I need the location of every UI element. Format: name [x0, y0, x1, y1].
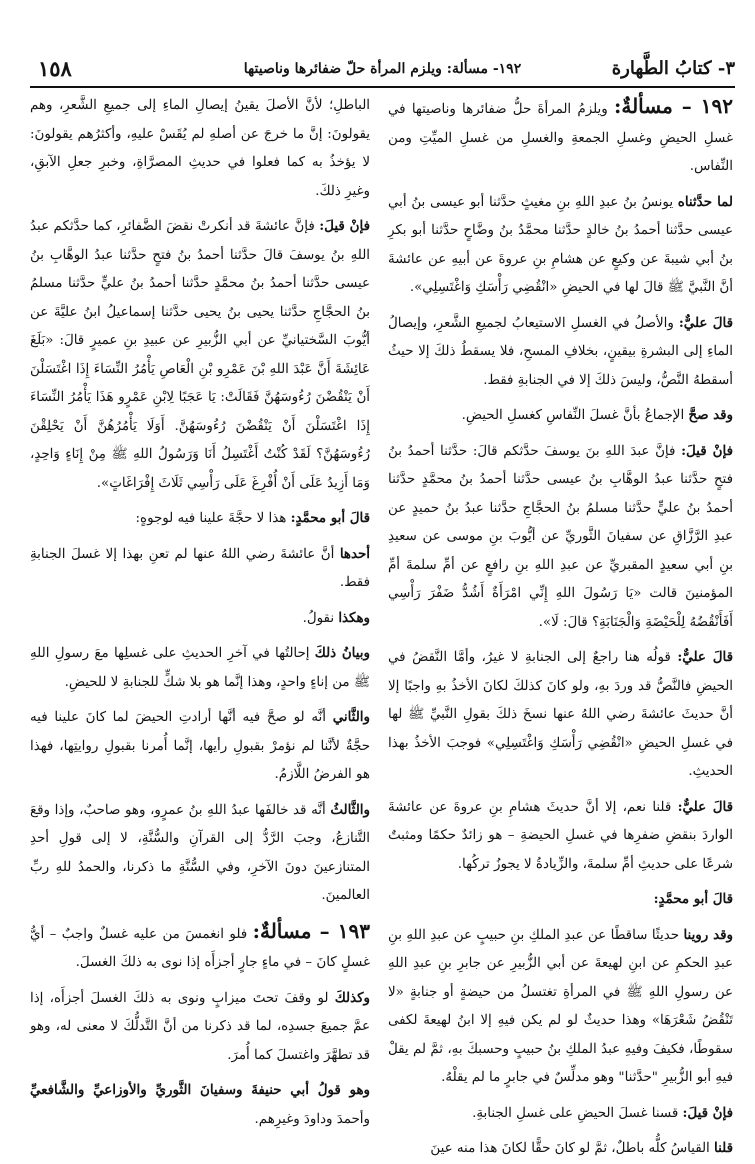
paragraph-lead: ١٩٣ – مسألةٌ: — [252, 918, 370, 943]
paragraph-lead: وبيانُ ذلكَ — [314, 645, 370, 661]
paragraph-lead: والثَّالثُ — [330, 801, 370, 818]
paragraph — [388, 92, 733, 182]
paragraph-lead: قالَ عليٌّ: — [677, 798, 733, 815]
paragraph — [30, 92, 370, 206]
paragraph-lead: قالَ أبو محمَّدٍ: — [290, 510, 370, 526]
paragraph-text: أنَّ عائشةَ رضي اللهُ عنها لم تعنِ بهذا إلا غسلَ الجنابةِ فقط. — [30, 546, 370, 590]
paragraph-text: فإنَّ عبدَ اللهِ بنَ يوسفَ حدَّثكم قالَ: حدَّثنا أحمدُ بنُ فتحٍ حدَّثنا عبدُ الوهَّابِ بنُ عيسى حدَّثنا أحمدُ بنُ محمَّدٍ حدَّثنا أحمدُ بنُ عليٍّ حدَّثنا مسلمُ بنُ الحجَّاجِ حدَّثنا عبدُ بنُ حميدٍ عن عبدِ الرَّزَّاقِ عن سفيانَ الثَّوريِّ عن أيُّوبَ بنِ موسى عن سعيدِ بنِ أبي سعيدٍ المقبريِّ عن عبدِ اللهِ بنِ رافعٍ عن أمِّ سلمةَ أمِّ المؤمنينَ قالت «يَا رَسُولَ اللهِ إِنِّي امْرَأَةٌ أَشُدُّ ضَفْرَ رَأْسِي أَفَأَنْقُضُهُ لِلْحَيْضَةِ وَالْجَنَابَةِ؟ قالَ: لَا». — [388, 443, 733, 630]
running-header — [30, 52, 735, 88]
paragraph-text: ويلزمُ المرأةَ حلُّ ضفائرها وناصيتها في غسلِ الحيضِ وغسلِ الجمعةِ والغسلِ من غسلِ الميِّتِ ومن النِّفاس. — [388, 102, 733, 174]
paragraph-lead: فإنْ قيلَ: — [682, 1104, 733, 1121]
paragraph — [30, 1076, 370, 1134]
paragraph-lead: وهو قولُ أبي حنيفةَ وسفيانَ الثَّوريِّ والأوزاعيِّ والشَّافعيِّ — [30, 1082, 370, 1098]
paragraph — [388, 1099, 733, 1129]
left-text-column — [30, 92, 370, 1127]
paragraph-lead: وكذلكَ — [334, 989, 370, 1006]
paragraph-text: أنَّه قد خالفَها عبدُ اللهِ بنُ عمرٍو، وهو صاحبٌ، وإذا وقعَ التَّنازعُ، وجبَ الرَّدُّ إلى القرآنِ والسُّنَّةِ، لا إلى قولِ أحدِ المتنازعينَ دونَ الآخرِ، وفي السُّنَّةِ ما ذكرنا، والحمدُ للهِ ربِّ العالمينَ. — [30, 802, 370, 903]
right-text-column — [388, 92, 734, 1156]
paragraph-text: إحالتُها في آخرِ الحديثِ على غسلِها معَ رسولِ اللهِ ﷺ من إناءٍ واحدٍ، وهذا إنَّما هو بلا شكٍّ للجنابةِ لا للحيضِ. — [30, 646, 370, 690]
paragraph — [388, 188, 733, 303]
paragraph-lead: فإنْ قيلَ: — [681, 442, 733, 459]
paragraph-lead: وقد صحَّ — [688, 407, 733, 423]
paragraph — [388, 437, 733, 638]
paragraph-text: الباطلِ؛ لأنَّ الأصلَ يقينُ إيصالِ الماءِ إلى جميعِ الشَّعرِ، وهم يقولونَ: إنَّ ما خرجَ عن أصلهِ لم يُقَسْ عليهِ، وأكثرُهم يقولونَ: لا يؤخذُ به كما فعلوا في حديثِ المصرَّاةِ، وخبرِ جعلِ الآبقِ، وغيرِ ذلكَ. — [30, 98, 370, 199]
paragraph-text: الإجماعُ بأنَّ غسلَ النِّفاسِ كغسلِ الحيضِ. — [461, 408, 689, 423]
paragraph — [388, 643, 733, 787]
section-topic: ١٩٢- مسألة: ويلزم المرأة حلّ ضفائرها وناصيتها — [243, 61, 522, 77]
paragraph — [30, 917, 370, 978]
paragraph-text: يونسُ بنُ عبدِ اللهِ بنِ مغيثٍ حدَّثنا أبو عيسى بنُ أبي عيسى حدَّثنا أحمدُ بنُ خالدٍ حدَّثنا محمَّدُ بنُ وضَّاحٍ حدَّثنا أبو بكرِ بنُ أبي شيبةَ عن وكيعٍ عن هشامِ بنِ عروةَ عن أبيهِ عن عائشةَ أنَّ النَّبيَّ ﷺ قالَ لها في الحيضِ «انْقُضِي رَأْسَكِ وَاغْتَسِلِي». — [388, 194, 733, 295]
paragraph — [30, 604, 370, 634]
paragraph — [30, 504, 370, 534]
paragraph — [30, 703, 370, 790]
page-number: ١٥٨ — [38, 56, 72, 81]
paragraph-lead: أحدها — [339, 545, 370, 562]
paragraph-text: أنَّه لو صحَّ فيه أنَّها أرادتِ الحيضَ لما كانَ علينا فيه حجَّةٌ لأنَّنا لم نؤمرْ بقبولِ رأيها، إنَّما أُمرنا بقبولِ روايتِها، فهذا هو الفرضُ اللَّازمُ. — [30, 710, 370, 782]
chapter-title: ٣- كتابُ الطَّهارة — [611, 58, 735, 79]
paragraph-text: حديثًا ساقطًا عن عبدِ الملكِ بنِ حبيبٍ عن عبدِ اللهِ بنِ عبدِ الحكمِ عن ابنِ لهيعةَ عن أبي الزُّبيرِ عن جابرِ بنِ عبدِ اللهِ عن رسولِ اللهِ ﷺ في المرأةِ تغتسلُ من حيضةٍ أو جنابةٍ «لا تَنْقُضُ شَعْرَهَا» وهذا حديثٌ لو لم يكن فيهِ إلا ابنُ لهيعةَ لكفى سقوطًا، فكيفَ وفيهِ عبدُ الملكِ بنُ حبيبٍ وحسبكَ بهِ، ثمَّ لم يقلْ فيهِ أبو الزُّبيرِ "حدَّثنا" وهو مدلِّسٌ في جابرٍ ما لم يقلْهُ. — [388, 927, 733, 1085]
paragraph-lead: قالَ عليٌّ: — [677, 649, 733, 665]
paragraph — [30, 796, 370, 911]
paragraph-text: القياسُ كلُّه باطلٌ، ثمَّ لو كانَ حقًّا لكانَ هذا منه عينَ — [430, 1141, 715, 1156]
paragraph-text: قلنا نعم، إلا أنَّ حديثَ هشامِ بنِ عروةَ عن عائشةَ الواردَ بنقضِ ضفرِها في غسلِ الحيضةِ – هو زائدٌ حكمًا ومثبتٌ شرعًا على حديثِ أمِّ سلمةَ، والزِّيادةُ لا يجوزُ تركُها. — [388, 799, 733, 872]
paragraph-lead: لما حدَّثناه — [677, 193, 734, 210]
paragraph-text: فلو انغمسَ من عليه غسلٌ واجبٌ – أيُّ غسلٍ كانَ – في ماءٍ جارٍ أجزأَه إذا نوى به ذلكَ الغسلَ. — [30, 926, 370, 970]
paragraph-text: نقولُ. — [302, 610, 339, 626]
paragraph-lead: ١٩٢ – مسألةٌ: — [613, 94, 733, 118]
paragraph-lead: قالَ عليٌّ: — [678, 314, 733, 331]
paragraph — [388, 921, 733, 1093]
paragraph-text: وأحمدَ وداودَ وغيرِهم. — [254, 1111, 370, 1127]
paragraph-lead: قالَ أبو محمَّدٍ: — [653, 891, 733, 907]
paragraph — [388, 309, 733, 396]
paragraph-text: قولُه هنا راجعٌ إلى الجنابةِ لا غيرُ، وأمَّا النَّقضُ في الحيضِ فالنَّصُّ قد وردَ بهِ، ولو كانَ كذلكَ لكانَ الأخذُ بهِ واجبًا إلا أنَّ حديثَ عائشةَ رضي اللهُ عنها نسخَ ذلكَ بقولِ النَّبيِّ ﷺ لها في غسلِ الحيضِ «انْقُضِي رَأْسَكِ وَاغْتَسِلِي» فوجبَ الأخذُ بهذا الحديثِ. — [388, 650, 733, 779]
paragraph — [388, 401, 733, 431]
paragraph — [30, 540, 370, 598]
paragraph — [388, 885, 733, 915]
paragraph-lead: فإنْ قيلَ: — [319, 218, 370, 234]
paragraph — [30, 984, 370, 1071]
paragraph-text: قسنا غسلَ الحيضِ على غسلِ الجنابةِ. — [472, 1105, 683, 1121]
paragraph-lead: وهكذا — [338, 609, 370, 626]
paragraph — [388, 1134, 733, 1164]
paragraph-text: لو وقفَ تحتَ ميزابٍ ونوى به ذلكَ الغسلَ أجزأَه، إذا عمَّ جميعَ جسدِه، لما قد ذكرنا من أنَّ التَّدلُّكَ لا معنى له، وهو قد تطهَّرَ واغتسلَ كما أُمرَ. — [30, 990, 370, 1063]
paragraph — [30, 639, 370, 697]
paragraph-lead: قلنا — [714, 1140, 733, 1156]
paragraph — [388, 793, 733, 880]
paragraph — [30, 212, 370, 498]
paragraph-text: فإنَّ عائشةَ قد أنكرتْ نقضَ الضَّفائرِ، كما حدَّثكم عبدُ اللهِ بنُ يوسفَ قالَ حدَّثنا أحمدُ بنُ فتحٍ حدَّثنا عبدُ الوهَّابِ بنُ عيسى حدَّثنا أحمدُ بنُ محمَّدٍ حدَّثنا أحمدُ بنُ عليٍّ حدَّثنا مسلمُ بنُ الحجَّاجِ حدَّثنا يحيى بنُ يحيى حدَّثنا إسماعيلُ ابنُ عليَّةَ عن أيُّوبَ السَّختيانيِّ عن أبي الزُّبيرِ عن عبيدِ بنِ عميرٍ قالَ: «بَلَغَ عَائِشَةَ أَنَّ عَبْدَ اللهِ بْنَ عَمْرِو بْنِ الْعَاصِ يَأْمُرُ النِّسَاءَ إِذَا اغْتَسَلْنَ أَنْ يَنْقُضْنَ رُءُوسَهُنَّ فَقَالَتْ: يَا عَجَبًا لِابْنِ عَمْرٍو هَذَا يَأْمُرُ النِّسَاءَ إِذَا اغْتَسَلْنَ أَنْ يَنْقُضْنَ رُءُوسَهُنَّ. أَوَلَا يَأْمُرُهُنَّ أَنْ يَحْلِقْنَ رُءُوسَهُنَّ؟ لَقَدْ كُنْتُ أَغْتَسِلُ أَنَا وَرَسُولُ اللهِ ﷺ مِنْ إِنَاءٍ وَاحِدٍ، وَمَا أَزِيدُ عَلَى أَنْ أُفْرِغَ عَلَى رَأْسِي ثَلَاثَ إِفْرَاغَاتٍ». — [30, 219, 370, 491]
paragraph-lead: والثَّاني — [332, 709, 370, 725]
paragraph-text: والأصلُ في الغسلِ الاستيعابُ لجميعِ الشَّعرِ، وإيصالُ الماءِ إلى البشرةِ بيقينٍ، بخلافِ المسحِ، فلا يسقطُ ذلكَ إلا حيثُ أسقطهُ النَّصُّ، وليسَ ذلكَ إلا في الجنابةِ فقط. — [388, 315, 733, 388]
paragraph-lead: وقد روينا — [683, 926, 733, 943]
paragraph-text: هذا لا حجَّةَ علينا فيه لوجوهٍ: — [135, 511, 291, 526]
